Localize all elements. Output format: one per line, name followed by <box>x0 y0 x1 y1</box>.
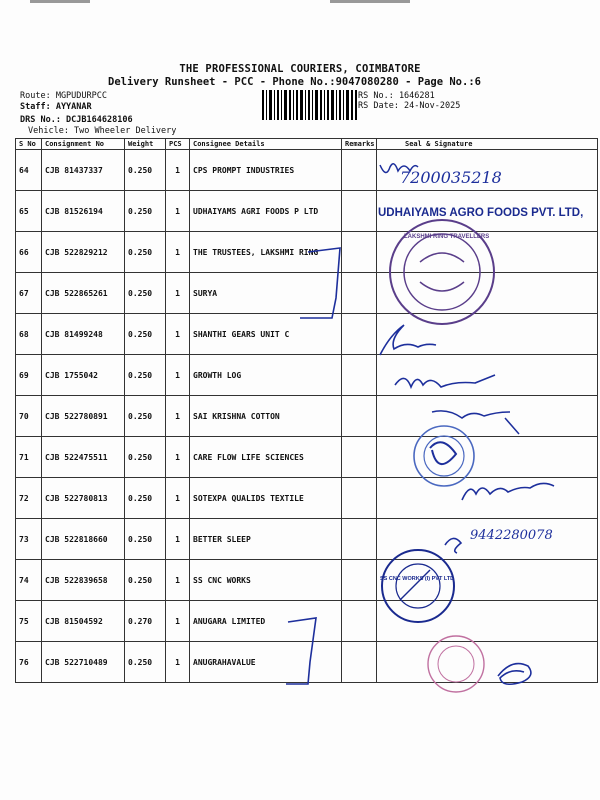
table-row <box>16 273 598 314</box>
row-consignee: ANUGRAHAVALUE <box>190 642 342 683</box>
row-pcs: 1 <box>166 642 190 683</box>
vehicle-label: Vehicle: Two Wheeler Delivery <box>28 126 177 136</box>
row-pcs: 1 <box>166 273 190 314</box>
row-sno: 64 <box>16 150 42 191</box>
udhaiyams-stamp: UDHAIYAMS AGRO FOODS PVT. LTD, <box>378 207 584 219</box>
row-consignment: CJB 1755042 <box>42 355 125 396</box>
row-seal <box>377 601 598 642</box>
row-weight: 0.250 <box>125 150 166 191</box>
row-consignee: ANUGARA LIMITED <box>190 601 342 642</box>
row-pcs: 1 <box>166 150 190 191</box>
row-consignment: CJB 522710489 <box>42 642 125 683</box>
scan-artifact <box>330 0 410 3</box>
row-remarks <box>342 191 377 232</box>
row-sno: 73 <box>16 519 42 560</box>
col-weight: Weight <box>125 139 166 150</box>
col-remarks: Remarks <box>342 139 377 150</box>
row-consignment: CJB 522865261 <box>42 273 125 314</box>
row-pcs: 1 <box>166 396 190 437</box>
row-remarks <box>342 437 377 478</box>
row-consignment: CJB 81499248 <box>42 314 125 355</box>
row-weight: 0.250 <box>125 232 166 273</box>
row-weight: 0.250 <box>125 355 166 396</box>
col-pcs: PCS <box>166 139 190 150</box>
row-remarks <box>342 560 377 601</box>
table-row <box>16 232 598 273</box>
row-sno: 76 <box>16 642 42 683</box>
row-remarks <box>342 232 377 273</box>
row-seal <box>377 396 598 437</box>
row-sno: 65 <box>16 191 42 232</box>
row-pcs: 1 <box>166 601 190 642</box>
rs-number: RS No.: 1646281 <box>358 91 435 101</box>
row-weight: 0.250 <box>125 519 166 560</box>
row-pcs: 1 <box>166 314 190 355</box>
company-title: THE PROFESSIONAL COURIERS, COIMBATORE <box>179 63 421 75</box>
row-seal <box>377 314 598 355</box>
runsheet-title: Delivery Runsheet - PCC - Phone No.:9047080280 - Page No.:6 <box>108 76 481 88</box>
row-consignment: CJB 81504592 <box>42 601 125 642</box>
table-row <box>16 314 598 355</box>
row-consignee: SS CNC WORKS <box>190 560 342 601</box>
table-row <box>16 478 598 519</box>
row-consignee: BETTER SLEEP <box>190 519 342 560</box>
row-sno: 68 <box>16 314 42 355</box>
table-row <box>16 355 598 396</box>
row-consignee: CPS PROMPT INDUSTRIES <box>190 150 342 191</box>
route-label: Route: MGPUDURPCC <box>20 91 107 101</box>
row-pcs: 1 <box>166 478 190 519</box>
col-consignee: Consignee Details <box>190 139 342 150</box>
row-consignee: SOTEXPA QUALIDS TEXTILE <box>190 478 342 519</box>
row-consignment: CJB 81437337 <box>42 150 125 191</box>
row-pcs: 1 <box>166 437 190 478</box>
col-sno: S No <box>16 139 42 150</box>
row-seal <box>377 478 598 519</box>
row-consignment: CJB 522780891 <box>42 396 125 437</box>
row-consignment: CJB 522780813 <box>42 478 125 519</box>
row-consignment: CJB 522839658 <box>42 560 125 601</box>
row-consignee: SAI KRISHNA COTTON <box>190 396 342 437</box>
row-sno: 71 <box>16 437 42 478</box>
row-remarks <box>342 150 377 191</box>
table-row <box>16 601 598 642</box>
scan-artifact <box>30 0 90 3</box>
row-remarks <box>342 314 377 355</box>
table-header-row <box>16 139 598 150</box>
handwritten-phone-64: 7200035218 <box>400 168 502 187</box>
row-seal <box>377 273 598 314</box>
row-seal <box>377 642 598 683</box>
row-consignee: UDHAIYAMS AGRI FOODS P LTD <box>190 191 342 232</box>
table-row <box>16 642 598 683</box>
row-sno: 69 <box>16 355 42 396</box>
row-consignee: GROWTH LOG <box>190 355 342 396</box>
row-pcs: 1 <box>166 519 190 560</box>
row-remarks <box>342 519 377 560</box>
row-weight: 0.250 <box>125 560 166 601</box>
row-pcs: 1 <box>166 191 190 232</box>
trustees-stamp-text: LAKSHMI RING TRAVELLERS <box>404 234 490 240</box>
staff-label: Staff: AYYANAR <box>20 102 92 112</box>
rs-date: RS Date: 24-Nov-2025 <box>358 101 461 111</box>
row-pcs: 1 <box>166 355 190 396</box>
col-consignment: Consignment No <box>42 139 125 150</box>
row-sno: 72 <box>16 478 42 519</box>
handwritten-phone-73: 9442280078 <box>470 528 553 543</box>
table-row <box>16 396 598 437</box>
row-remarks <box>342 642 377 683</box>
cnc-stamp-text: SS CNC WORKS (I) PVT LTD <box>380 576 455 582</box>
row-weight: 0.250 <box>125 642 166 683</box>
drs-number: DRS No.: DCJB164628106 <box>20 115 133 125</box>
row-weight: 0.250 <box>125 437 166 478</box>
row-weight: 0.250 <box>125 191 166 232</box>
row-pcs: 1 <box>166 232 190 273</box>
row-remarks <box>342 478 377 519</box>
row-sno: 70 <box>16 396 42 437</box>
col-seal: Seal & Signature <box>377 139 598 150</box>
row-consignment: CJB 522818660 <box>42 519 125 560</box>
row-consignee: SHANTHI GEARS UNIT C <box>190 314 342 355</box>
row-seal <box>377 355 598 396</box>
row-sno: 74 <box>16 560 42 601</box>
delivery-table <box>15 138 598 683</box>
row-consignment: CJB 522829212 <box>42 232 125 273</box>
row-sno: 67 <box>16 273 42 314</box>
row-weight: 0.250 <box>125 396 166 437</box>
row-weight: 0.250 <box>125 273 166 314</box>
row-remarks <box>342 355 377 396</box>
row-sno: 75 <box>16 601 42 642</box>
row-weight: 0.250 <box>125 314 166 355</box>
row-consignee: SURYA <box>190 273 342 314</box>
row-seal <box>377 437 598 478</box>
barcode <box>262 90 358 120</box>
row-remarks <box>342 273 377 314</box>
row-remarks <box>342 396 377 437</box>
row-sno: 66 <box>16 232 42 273</box>
row-consignee: CARE FLOW LIFE SCIENCES <box>190 437 342 478</box>
table-row <box>16 437 598 478</box>
row-consignment: CJB 81526194 <box>42 191 125 232</box>
row-consignee: THE TRUSTEES, LAKSHMI RING <box>190 232 342 273</box>
table-row <box>16 560 598 601</box>
row-remarks <box>342 601 377 642</box>
row-weight: 0.250 <box>125 478 166 519</box>
row-weight: 0.270 <box>125 601 166 642</box>
row-pcs: 1 <box>166 560 190 601</box>
row-consignment: CJB 522475511 <box>42 437 125 478</box>
table-row <box>16 150 598 191</box>
